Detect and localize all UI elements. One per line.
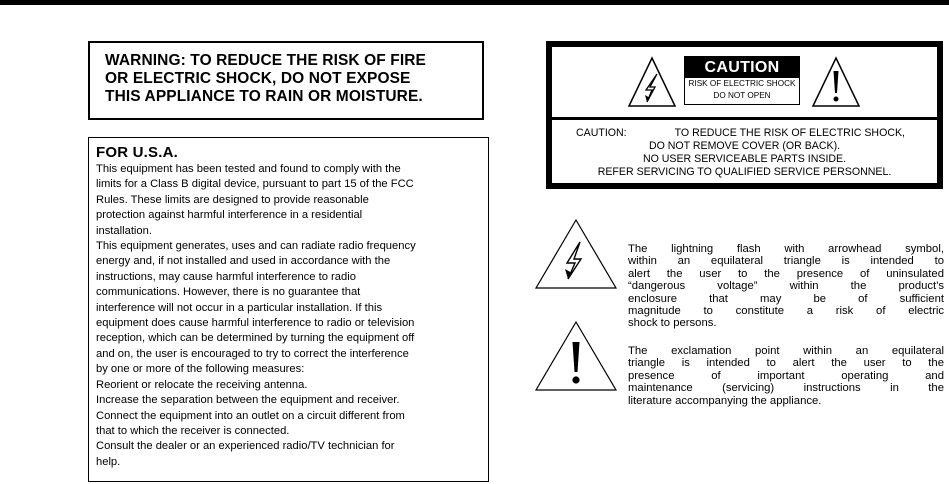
description-line: alert the user to the presence of uninsulated — [628, 267, 944, 280]
description-line: presence of important operating and — [628, 369, 944, 382]
description-line: The exclamation point within an equilateral — [628, 345, 944, 357]
description-line: maintenance (servicing) instructions in the — [628, 382, 944, 395]
fcc-notice-line: Consult the dealer or an experienced radio/TV technician for — [96, 440, 395, 453]
fcc-notice-line: instructions, may cause harmful interference to radio — [96, 270, 356, 283]
fcc-notice-line: communications. However, there is no guarantee that — [96, 286, 361, 299]
description-line: within an equilateral triangle is intended to — [628, 255, 944, 268]
fcc-notice-line: equipment does cause harmful interference to radio or television — [96, 317, 415, 330]
fcc-notice-line: Increase the separation between the equipment and receiver. — [96, 394, 400, 407]
exclamation-symbol-description — [628, 345, 944, 407]
lightning-symbol-description — [628, 243, 944, 330]
caution-text-line: DO NOT REMOVE COVER (OR BACK). — [648, 140, 841, 152]
exclamation-triangle-icon — [534, 320, 618, 392]
fcc-notice-line: and on, the user is encouraged to try to correct the interference — [96, 347, 409, 360]
fcc-notice-line: protection against harmful interference in a residential — [96, 209, 363, 222]
warning-line: OR ELECTRIC SHOCK, DO NOT EXPOSE — [105, 70, 411, 87]
caution-text-row — [552, 127, 937, 140]
fcc-notice-line: limits for a Class B digital device, pursuant to part 15 of the FCC — [96, 178, 414, 191]
description-line: magnitude to constitute a risk of electric — [628, 305, 944, 318]
top-rule — [0, 0, 949, 5]
description-line: “dangerous voltage” within the product's — [628, 280, 944, 293]
lightning-triangle-icon — [627, 56, 677, 108]
fcc-notice-line: Rules. These limits are designed to provide reasonable — [96, 193, 369, 206]
fcc-notice-line: This equipment has been tested and found to comply with the — [96, 163, 401, 175]
description-line: The lightning flash with arrowhead symbol, — [628, 243, 944, 255]
fcc-notice-line: that to which the receiver is connected. — [96, 424, 290, 437]
description-line: triangle is intended to alert the user to the — [628, 357, 944, 370]
description-line: literature accompanying the appliance. — [628, 394, 822, 407]
fcc-notice-line: help. — [96, 455, 121, 468]
fcc-notice-title: FOR U.S.A. — [96, 144, 179, 161]
fcc-notice-line: reception, which can be determined by turning the equipment off — [96, 332, 415, 345]
caution-sub-line: DO NOT OPEN — [713, 91, 771, 100]
caution-text — [552, 127, 937, 179]
fcc-notice-box — [88, 137, 489, 482]
warning-line: WARNING: TO REDUCE THE RISK OF FIRE — [105, 52, 426, 69]
description-line: enclosure that may be of sufficient — [628, 292, 944, 305]
fcc-notice-line: energy and, if not installed and used in accordance with the — [96, 255, 391, 268]
caution-text-line: REFER SERVICING TO QUALIFIED SERVICE PERSONNEL. — [597, 166, 892, 178]
fcc-notice-line: Connect the equipment into an outlet on a circuit different from — [96, 409, 405, 422]
caution-text-line: TO REDUCE THE RISK OF ELECTRIC SHOCK, — [674, 127, 905, 139]
caution-label — [684, 56, 800, 105]
caution-divider — [552, 117, 937, 120]
lightning-triangle-icon — [534, 218, 618, 290]
warning-box — [88, 41, 484, 120]
caution-sub-line: RISK OF ELECTRIC SHOCK — [688, 79, 796, 88]
caution-panel — [546, 41, 943, 189]
fcc-notice-line: This equipment generates, uses and can radiate radio frequency — [96, 240, 416, 253]
fcc-notice-line: by one or more of the following measures: — [96, 363, 305, 376]
caution-text-line: NO USER SERVICEABLE PARTS INSIDE. — [642, 153, 847, 165]
caution-text-label: CAUTION: — [576, 127, 627, 139]
fcc-notice-line: installation. — [96, 224, 152, 237]
fcc-notice-line: interference will not occur in a particular installation. If this — [96, 301, 383, 314]
fcc-notice-line: Reorient or relocate the receiving antenna. — [96, 378, 308, 391]
description-line: shock to persons. — [628, 317, 717, 330]
caution-panel-inner — [552, 47, 937, 183]
caution-heading: CAUTION — [685, 57, 799, 78]
warning-line: THIS APPLIANCE TO RAIN OR MOISTURE. — [105, 88, 423, 105]
exclamation-triangle-icon — [811, 56, 861, 108]
